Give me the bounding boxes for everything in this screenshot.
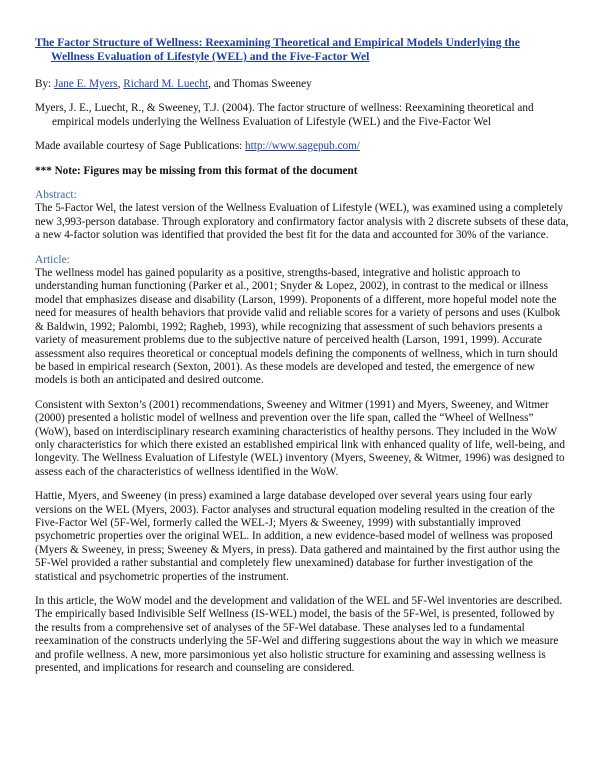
article-paragraph: The wellness model has gained popularity as a positive, strengths-based, integrative and holistic approach to understanding human functioning (Parker et al., 2001; Snyder & Lopez, 2002), in contrast to the medical or illness model that emphasizes disease and disability (Larson, 1999). Proponents of a different, more hopeful model note the need for measures of health behaviors that provide valid and reliable scores for a variety of persons and uses (Kulbok & Baldwin, 1992; Palombi, 1992; Ragheb, 1993), while recognizing that assessment of such behaviors presents a variety of measurement problems due to the subjective nature of perceived health (Larson, 1991, 1999). Accurate assessment also requires theoretical or conceptual models defining the components of wellness, which in turn should be based in empirical research (Sexton, 2001). As these models are developed and tested, the emergence of new models is both an anticipated and desired outcome. xyxy=(35,267,561,387)
article-paragraph: Consistent with Sexton’s (2001) recommendations, Sweeney and Witmer (1991) and Myers, Sweeney, and Witmer (2000) presented a holistic model of wellness and prevention over the life span, called the “Wheel of Wellness” (WoW), based on interdisciplinary research examining characteristics of healthy persons. They included in the WoW only characteristics for which there existed an established empirical link with enhanced quality of life, well-being, and longevity. The Wellness Evaluation of Lifestyle (WEL) inventory (Myers, Sweeney, & Witmer, 1996) was designed to assess each of the characteristics of wellness identified in the WoW. xyxy=(35,398,565,478)
title-line-2[interactable]: Wellness Evaluation of Lifestyle (WEL) and the Five-Factor Wel xyxy=(51,50,370,63)
byline-rest: , and Thomas Sweeney xyxy=(208,78,312,90)
article-section xyxy=(35,254,570,676)
byline-separator: , xyxy=(117,78,124,90)
byline xyxy=(35,78,570,91)
courtesy-text: Made available courtesy of Sage Publications: xyxy=(35,140,246,153)
article-heading: Article: xyxy=(35,253,70,266)
title-line-1[interactable]: The Factor Structure of Wellness: Reexamining Theoretical and Empirical Models Underlying the xyxy=(35,36,520,49)
abstract-heading: Abstract: xyxy=(35,189,77,202)
article-paragraph: Hattie, Myers, and Sweeney (in press) examined a large database developed over several years using four early versions on the WEL (Myers, 2003). Factor analyses and structural equation modeling resulted in the creation of the Five-Factor Wel (5F-Wel, formerly called the WEL-J; Myers & Sweeney, 1999) with substantially improved psychometric properties over the original WEL. In addition, a new evidence-based model of wellness was proposed (Myers & Sweeney, in press; Sweeney & Myers, in press). Data gathered and maintained by the first author using the 5F-Wel provided a rather substantial and completely flew unexamined) database for further investigation of the statistical and psychometric properties of the instrument. xyxy=(35,490,560,583)
byline-prefix: By: xyxy=(35,78,54,90)
abstract-section xyxy=(35,189,570,243)
citation: Myers, J. E., Luecht, R., & Sweeney, T.J. (2004). The factor structure of wellness: Reexamining theoretical and empirical models underlying the Wellness Evaluation of Lifestyle (WEL) and the Five-Factor Wel xyxy=(35,102,534,128)
publisher-url-link[interactable]: http://www.sagepub.com/ xyxy=(245,140,360,153)
abstract-text: The 5-Factor Wel, the latest version of the Wellness Evaluation of Lifestyle (WEL), was examined using a completely new 3,993-person database. Through exploratory and confirmatory factor analysis with 2 discrete subsets of these data, a new 4-factor solution was identified that provided the best fit for the data and accounted for 30% of the variance. xyxy=(35,202,569,242)
author-link-myers[interactable]: Jane E. Myers xyxy=(53,78,118,90)
article-paragraph: In this article, the WoW model and the development and validation of the WEL and 5F-Wel inventories are described. The empirically based Indivisible Self Wellness (IS-WEL) model, the basis of the 5F-Wel, is presented, followed by the results from a comprehensive set of analyses of the 5F-Wel database. These analyses led to a fundamental reexamination of the constructs underlying the 5F-Wel and differing suggestions about the way in which we measure and profile wellness. A new, more parsimonious yet also holistic structure for examining and assessing wellness is presented, and implications for research and counseling are considered. xyxy=(35,595,563,675)
courtesy-line xyxy=(35,140,570,153)
document-title[interactable] xyxy=(35,36,570,64)
figures-note: *** Note: Figures may be missing from this format of the document xyxy=(35,164,358,177)
author-link-luecht[interactable]: Richard M. Luecht xyxy=(123,78,209,90)
